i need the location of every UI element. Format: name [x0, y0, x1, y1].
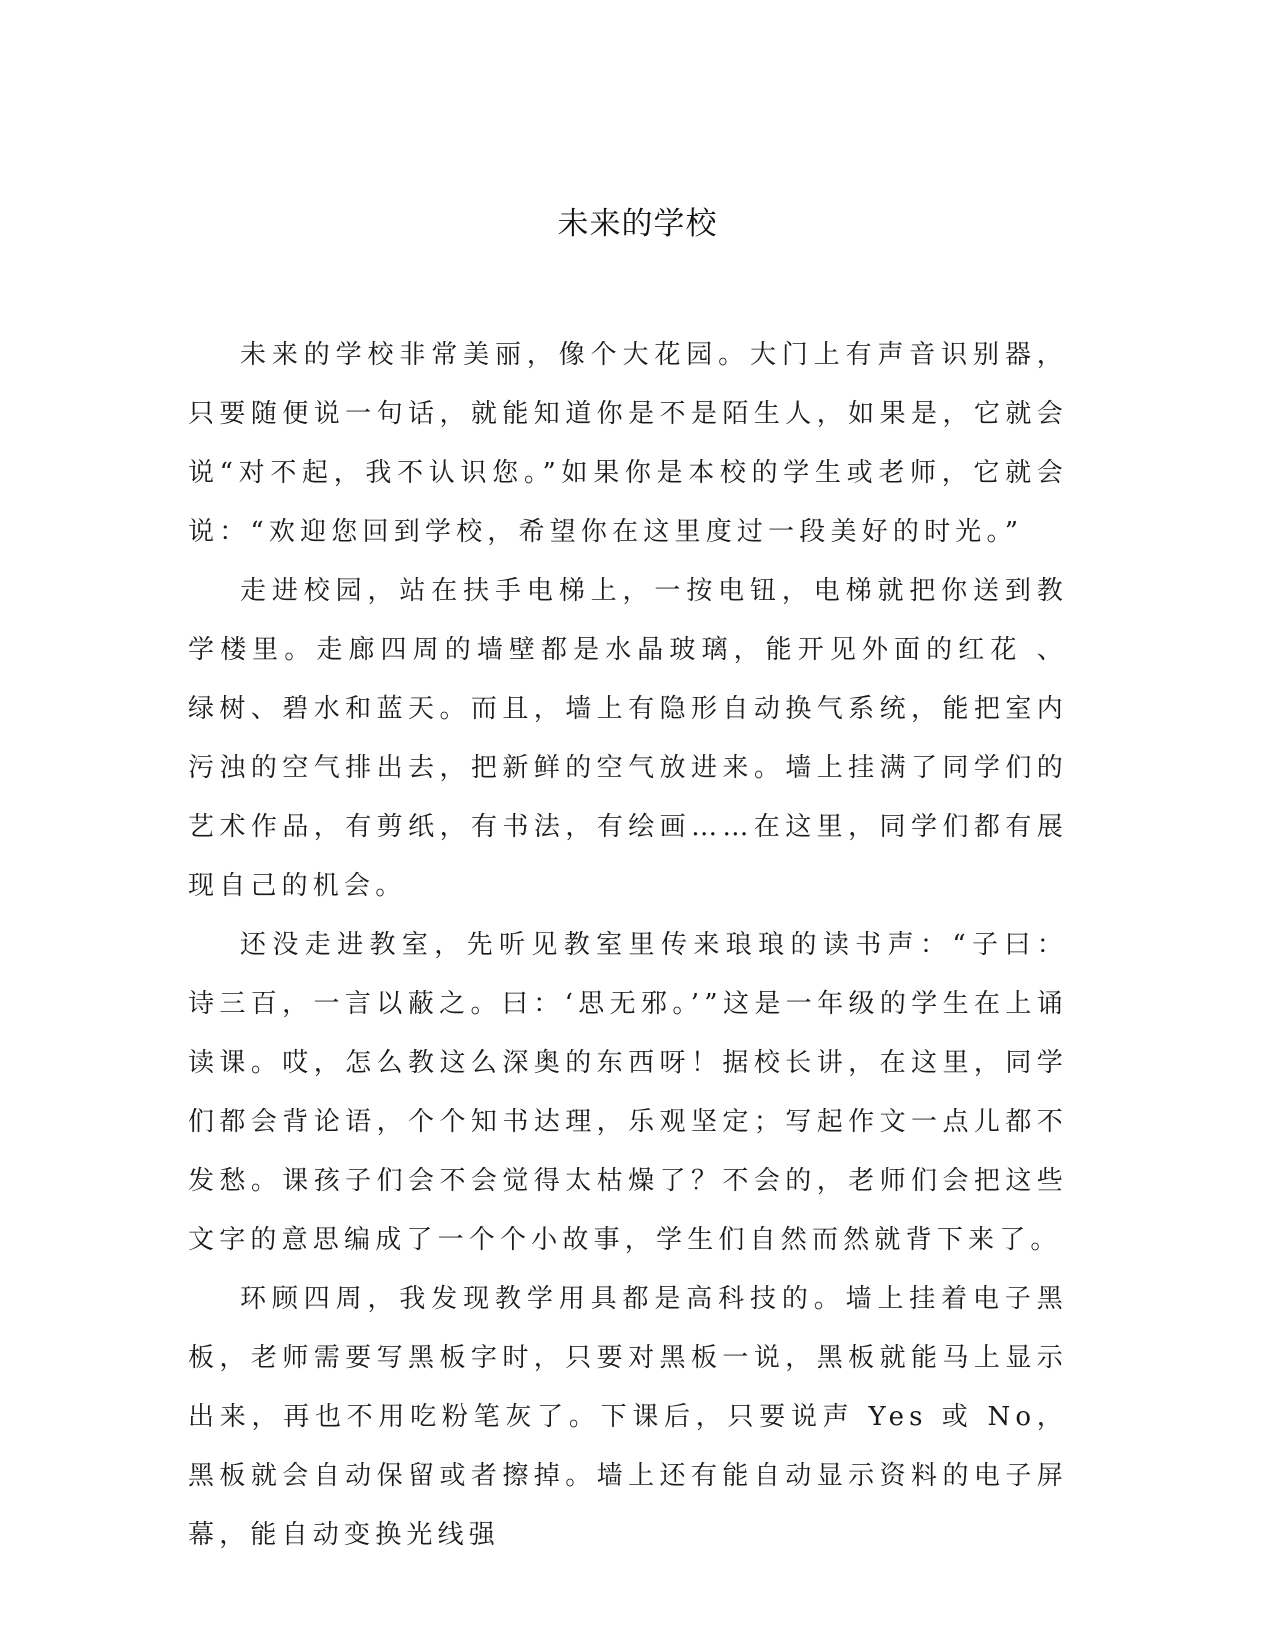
document-title: 未来的学校 — [557, 206, 718, 242]
document-body — [188, 326, 1068, 1565]
paragraph-4: 环顾四周，我发现教学用具都是高科技的。墙上挂着电子黑板，老师需要写黑板字时，只要对黑板一说，黑板就能马上显示出来，再也不用吃粉笔灰了。下课后，只要说声 Yes 或 No，黑板就会自动保留或者擦掉。墙上还有能自动显示资料的电子屏幕，能自动变换光线强 — [188, 1284, 1068, 1550]
paragraph-2: 走进校园，站在扶手电梯上，一按电钮，电梯就把你送到教学楼里。走廊四周的墙壁都是水晶玻璃，能开见外面的红花 、绿树、碧水和蓝天。而且，墙上有隐形自动换气系统，能把室内污浊的空气排出去，把新鲜的空气放进来。墙上挂满了同学们的艺术作品，有剪纸，有书法，有绘画……在这里，同学们都有展现自己的机会。 — [188, 576, 1068, 901]
paragraph-1: 未来的学校非常美丽，像个大花园。大门上有声音识别器，只要随便说一句话，就能知道你是不是陌生人，如果是，它就会说“对不起，我不认识您。”如果你是本校的学生或老师，它就会说：“欢迎您回到学校，希望你在这里度过一段美好的时光。” — [188, 340, 1068, 547]
paragraph-3: 还没走进教室，先听见教室里传来琅琅的读书声：“子曰：诗三百，一言以蔽之。曰：‘思无邪。’”这是一年级的学生在上诵读课。哎，怎么教这么深奥的东西呀！据校长讲，在这里，同学们都会背论语，个个知书达理，乐观坚定；写起作文一点儿都不发愁。课孩子们会不会觉得太枯燥了？不会的，老师们会把这些文字的意思编成了一个个小故事，学生们自然而然就背下来了。 — [188, 930, 1068, 1255]
